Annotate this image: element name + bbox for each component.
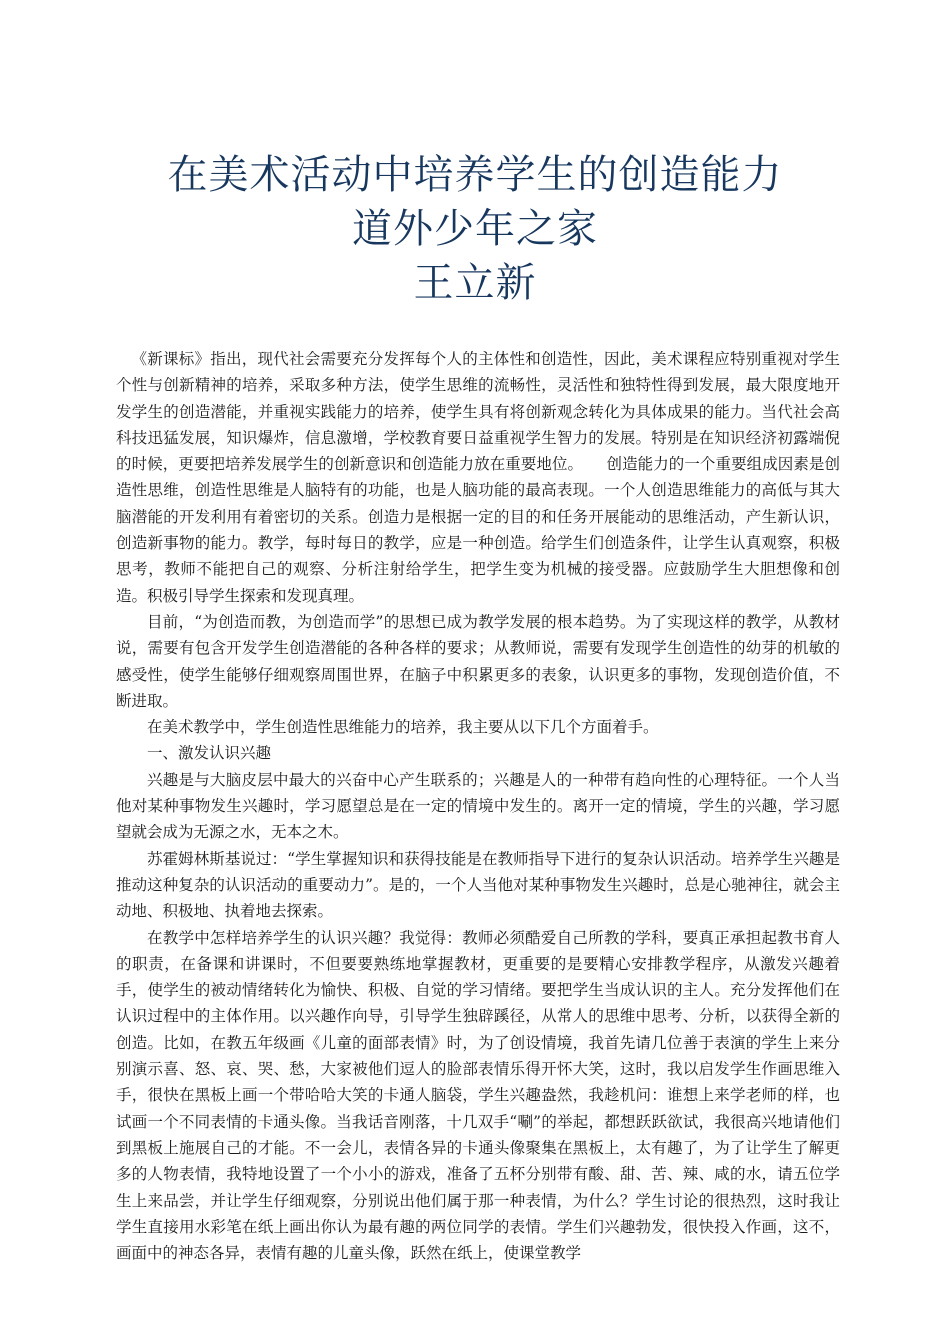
title-block [0, 148, 950, 310]
document-title: 在美术活动中培养学生的创造能力 [167, 152, 783, 198]
paragraph: 目前，“为创造而教，为创造而学”的思想已成为教学发展的根本趋势。为了实现这样的教学，从教材说，需要有包含开发学生创造潜能的各种各样的要求；从教师说，需要有发现学生创造性的幼芽的机敏的感受性，使学生能够仔细观察周围世界，在脑子中积累更多的表象，认识更多的事物，发现创造价值，不断进取。 [116, 612, 840, 710]
author-name: 王立新 [413, 260, 537, 306]
paragraph: 在美术教学中，学生创造性思维能力的培养，我主要从以下几个方面着手。 [147, 718, 659, 737]
section-heading: 一、激发认识兴趣 [147, 744, 272, 763]
paragraph: 《新课标》指出，现代社会需要充分发挥每个人的主体性和创造性，因此，美术课程应特别重视对学生个性与创新精神的培养，采取多种方法，使学生思维的流畅性，灵活性和独特性得到发展，最大限度地开发学生的创造潜能，并重视实践能力的培养，使学生具有将创新观念转化为具体成果的能力。当代社会高科技迅猛发展，知识爆炸，信息激增，学校教育要日益重视学生智力的发展。特别是在知识经济初露端倪的时候，更要把培养发展学生的创新意识和创造能力放在重要地位。 创造能力的一个重要组成因素是创造性思维，创造性思维是人脑特有的功能，也是人脑功能的最高表现。一个人创造思维能力的高低与其大脑潜能的开发利用有着密切的关系。创造力是根据一定的目的和任务开展能动的思维活动，产生新认识，创造新事物的能力。教学，每时每日的教学，应是一种创造。给学生们创造条件，让学生认真观察，积极思考，教师不能把自己的观察、分析注射给学生，把学生变为机械的接受器。应鼓励学生大胆想像和创造。积极引导学生探索和发现真理。 [116, 350, 840, 605]
paragraph: 苏霍姆林斯基说过：“学生掌握知识和获得技能是在教师指导下进行的复杂认识活动。培养学生兴趣是推动这种复杂的认识活动的重要动力”。是的，一个人当他对某种事物发生兴趣时，总是心驰神往，就会主动地、积极地、执着地去探索。 [116, 849, 840, 921]
body-text [116, 346, 840, 1266]
paragraph: 在教学中怎样培养学生的认识兴趣？我觉得：教师必须酷爱自己所教的学科，要真正承担起教书育人的职责，在备课和讲课时，不但要要熟练地掌握教材，更重要的是要精心安排教学程序，从激发兴趣着手，使学生的被动情绪转化为愉快、积极、自觉的学习情绪。要把学生当成认识的主人。充分发挥他们在认识过程中的主体作用。以兴趣作向导，引导学生独辟蹊径，从常人的思维中思考、分析，以获得全新的创造。比如，在教五年级画《儿童的面部表情》时，为了创设情境，我首先请几位善于表演的学生上来分别演示喜、怒、哀、哭、愁，大家被他们逗人的脸部表情乐得开怀大笑，这时，我以启发学生作画思维入手，很快在黑板上画一个带哈哈大笑的卡通人脑袋，学生兴趣盎然，我趁机问：谁想上来学老师的样，也试画一个不同表情的卡通头像。当我话音刚落，十几双手“唰”的举起，都想跃跃欲试，我很高兴地请他们到黑板上施展自己的才能。不一会儿，表情各异的卡通头像聚集在黑板上，太有趣了，为了让学生了解更多的人物表情，我特地设置了一个小小的游戏，准备了五杯分别带有酸、甜、苦、辣、咸的水，请五位学生上来品尝，并让学生仔细观察，分别说出他们属于那一种表情，为什么？学生讨论的很热烈，这时我让学生直接用水彩笔在纸上画出你认为最有趣的两位同学的表情。学生们兴趣勃发，很快投入作画，这不，画面中的神态各异，表情有趣的儿童头像，跃然在纸上，使课堂教学 [116, 928, 840, 1263]
organization-name: 道外少年之家 [352, 206, 598, 252]
paragraph: 兴趣是与大脑皮层中最大的兴奋中心产生联系的；兴趣是人的一种带有趋向性的心理特征。一个人当他对某种事物发生兴趣时，学习愿望总是在一定的情境中发生的。离开一定的情境，学生的兴趣，学习愿望就会成为无源之水，无本之木。 [116, 770, 840, 842]
